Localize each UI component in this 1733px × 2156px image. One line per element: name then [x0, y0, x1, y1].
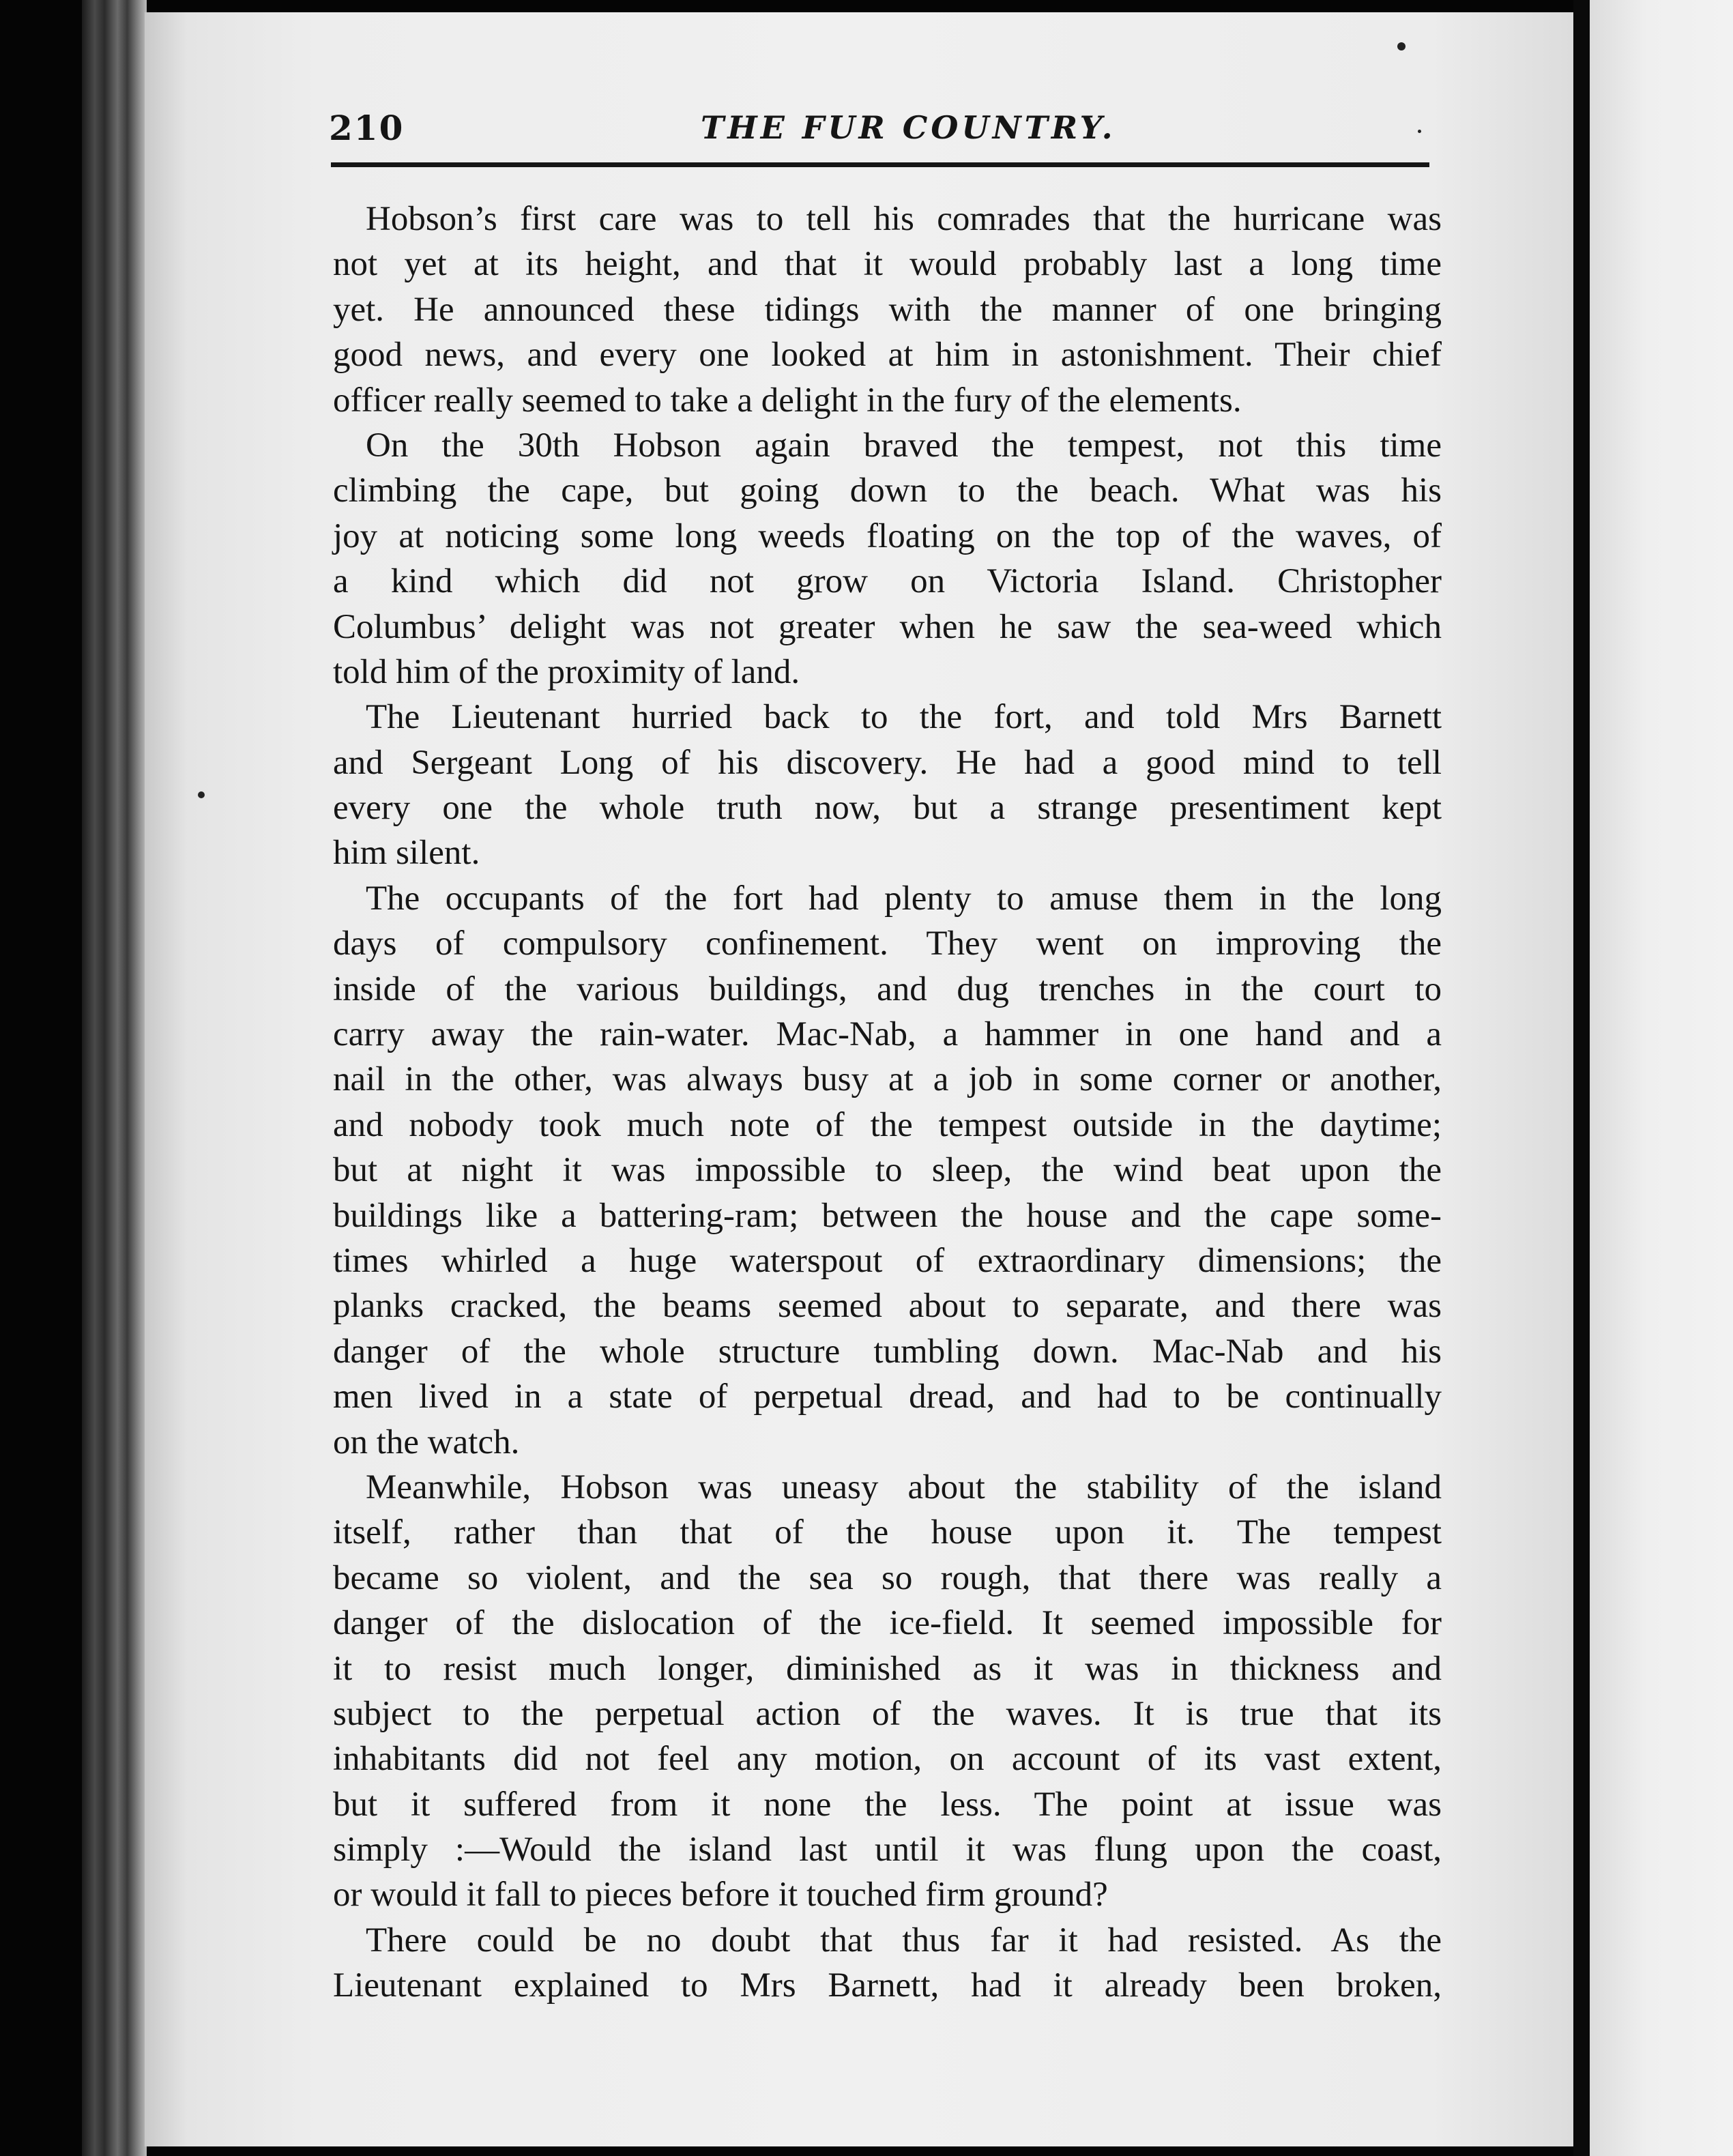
text-line: a kind which did not grow on Victoria Island. Christopher [333, 562, 1442, 601]
text-line: not yet at its height, and that it would probably last a long time [333, 245, 1442, 284]
text-line: climbing the cape, but going down to the beach. What was his [333, 471, 1442, 510]
text-line: subject to the perpetual action of the waves. It is true that its [333, 1694, 1442, 1733]
text-line: inhabitants did not feel any motion, on account of its vast extent, [333, 1740, 1442, 1779]
text-line: itself, rather than that of the house upon it. The tempest [333, 1513, 1442, 1552]
text-line: joy at noticing some long weeds floating on the top of the waves, of [333, 516, 1442, 555]
text-line: Hobson’s first care was to tell his comrades that the hurricane was [366, 200, 1442, 238]
paragraph [333, 695, 1442, 876]
running-title: THE FUR COUNTRY. [701, 109, 1116, 146]
text-line: and nobody took much note of the tempest outside in the daytime; [333, 1105, 1442, 1144]
scan-speck [1397, 42, 1406, 50]
text-line: yet. He announced these tidings with the manner of one bringing [333, 290, 1442, 329]
text-line: it to resist much longer, diminished as it was in thickness and [333, 1649, 1442, 1688]
text-line: times whirled a huge waterspout of extraordinary dimensions; the [333, 1241, 1442, 1280]
text-line: became so violent, and the sea so rough, that there was really a [333, 1558, 1442, 1597]
text-line: nail in the other, was always busy at a job in some corner or another, [333, 1060, 1442, 1099]
text-line: or would it fall to pieces before it touched firm ground? [333, 1876, 1108, 1914]
text-line: days of compulsory confinement. They went on improving the [333, 924, 1442, 963]
page-gutter-shadow [1573, 0, 1590, 2156]
text-line: planks cracked, the beams seemed about to separate, and there was [333, 1287, 1442, 1326]
text-line: him silent. [333, 834, 480, 873]
paragraph [333, 1918, 1442, 2009]
text-line: and Sergeant Long of his discovery. He had a good mind to tell [333, 743, 1442, 782]
header-rule [331, 162, 1429, 167]
body-text [333, 196, 1442, 2009]
text-line: danger of the whole structure tumbling down. Mac-Nab and his [333, 1332, 1442, 1371]
text-line: men lived in a state of perpetual dread, and had to be continually [333, 1378, 1442, 1416]
text-line: Lieutenant explained to Mrs Barnett, had it already been broken, [333, 1966, 1442, 2005]
text-line: There could be no doubt that thus far it had resisted. As the [366, 1921, 1442, 1960]
text-line: simply :—Would the island last until it was flung upon the coast, [333, 1831, 1442, 1869]
paragraph [333, 1465, 1442, 1918]
text-line: The occupants of the fort had plenty to amuse them in the long [366, 879, 1442, 918]
text-line: but it suffered from it none the less. The point at issue was [333, 1785, 1442, 1824]
paragraph [333, 196, 1442, 423]
text-line: inside of the various buildings, and dug trenches in the court to [333, 970, 1442, 1008]
page-header [329, 102, 1448, 157]
paragraph [333, 423, 1442, 695]
text-line: officer really seemed to take a delight in the fury of the elements. [333, 381, 1242, 420]
book-binding-edge [82, 0, 147, 2156]
text-line: told him of the proximity of land. [333, 652, 800, 691]
text-line: but at night it was impossible to sleep, the wind beat upon the [333, 1151, 1442, 1190]
text-line: On the 30th Hobson again braved the tempest, not this time [366, 426, 1442, 465]
text-line: on the watch. [333, 1423, 520, 1461]
paragraph [333, 876, 1442, 1465]
facing-page-edge [1590, 0, 1733, 2156]
text-line: Columbus’ delight was not greater when he saw the sea-weed which [333, 607, 1442, 646]
scan-speck [198, 791, 205, 798]
scan-speck [1418, 130, 1421, 133]
text-line: danger of the dislocation of the ice-field. It seemed impossible for [333, 1604, 1442, 1643]
text-line: every one the whole truth now, but a strange presentiment kept [333, 789, 1442, 828]
page-number: 210 [329, 108, 405, 148]
text-line: Meanwhile, Hobson was uneasy about the stability of the island [366, 1468, 1442, 1506]
text-line: The Lieutenant hurried back to the fort, and told Mrs Barnett [366, 698, 1442, 737]
text-line: good news, and every one looked at him in astonishment. Their chief [333, 336, 1442, 375]
text-line: carry away the rain-water. Mac-Nab, a hammer in one hand and a [333, 1015, 1442, 1054]
text-line: buildings like a battering-ram; between the house and the cape some- [333, 1196, 1442, 1235]
